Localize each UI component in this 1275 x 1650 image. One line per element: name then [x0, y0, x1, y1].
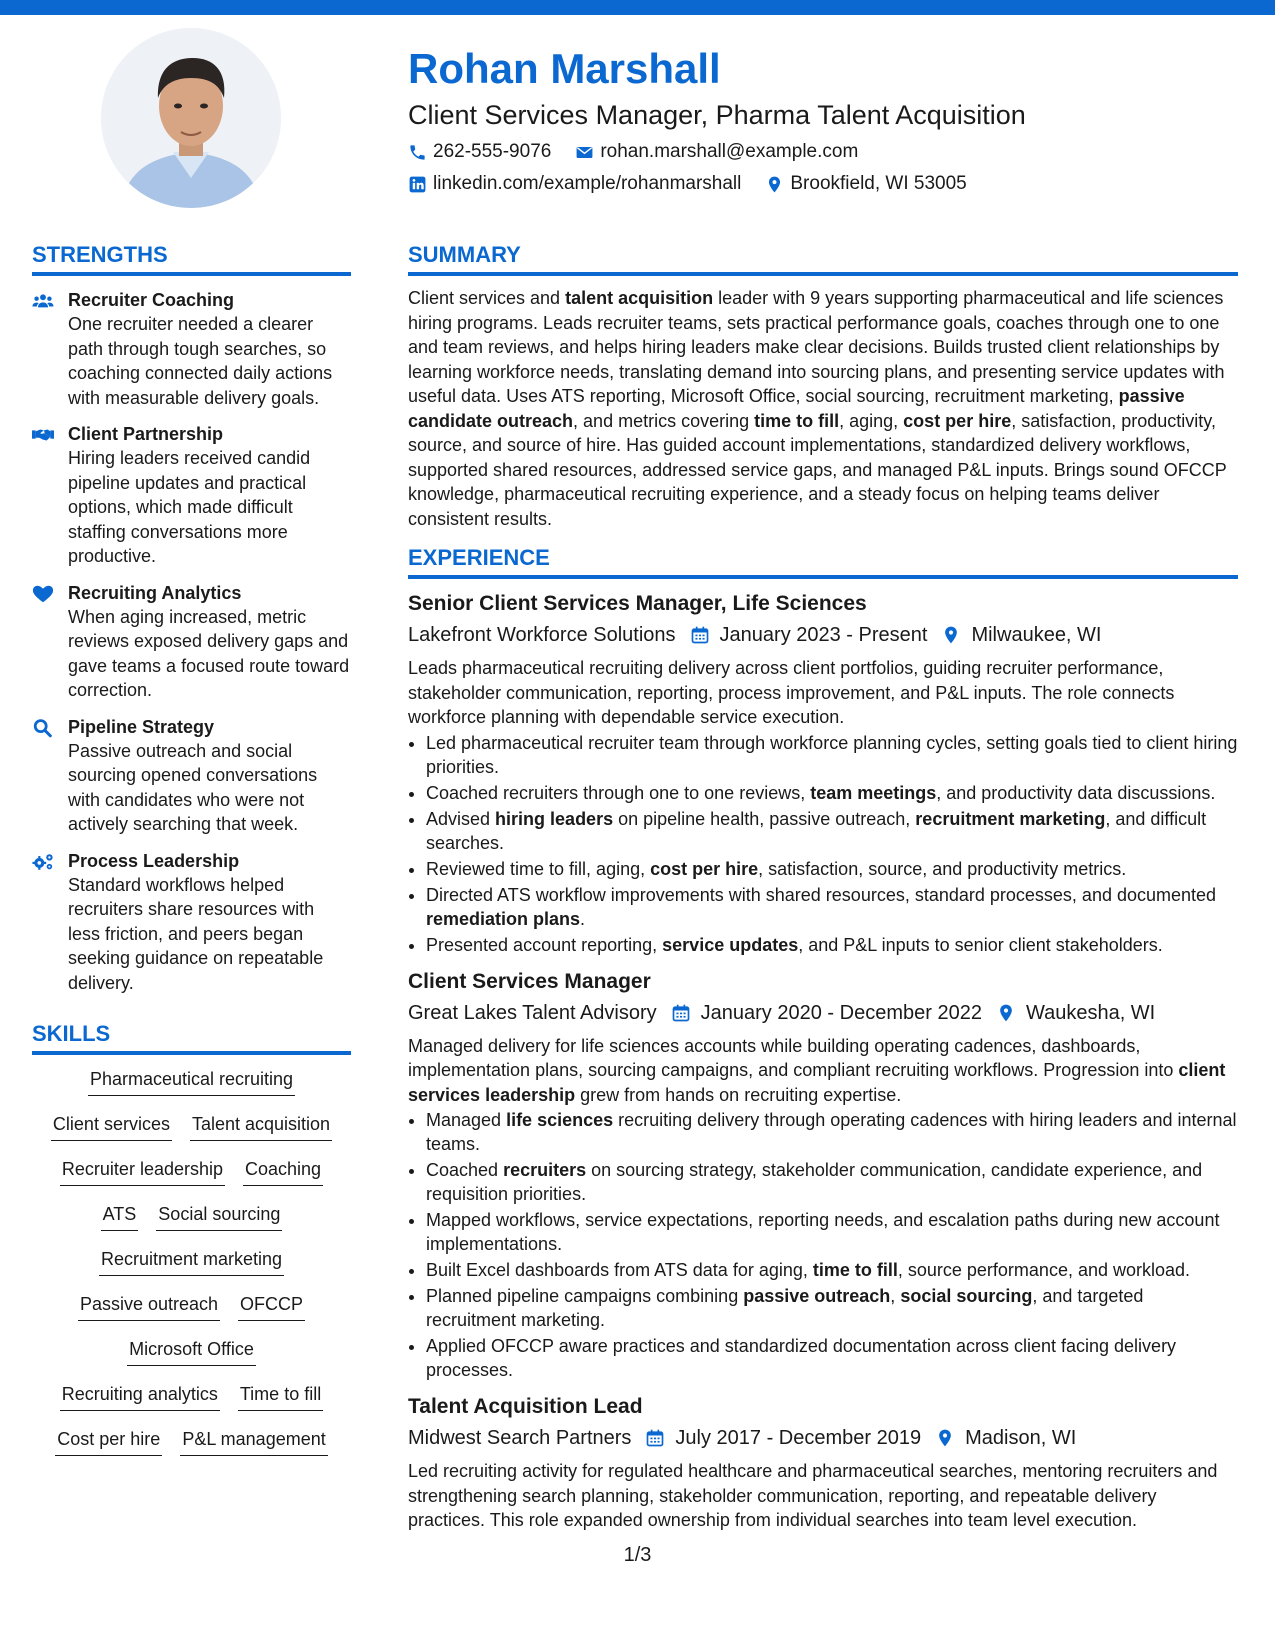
- skill-row: [32, 1427, 351, 1472]
- strength-description: Passive outreach and social sourcing opened conversations with candidates who were not actively searching that week.: [68, 740, 318, 834]
- job-location: Milwaukee, WI: [971, 624, 1102, 646]
- skill-row: [32, 1067, 351, 1112]
- bullet-item: • Reviewed time to fill, aging, cost per hire, satisfaction, source, and productivity metrics.: [426, 857, 1238, 881]
- bullet-item: • Presented account reporting, service updates, and P&L inputs to senior client stakeholders.: [426, 933, 1238, 957]
- contact-row-1: [408, 140, 1238, 164]
- linkedin-url[interactable]: linkedin.com/example/rohanmarshall: [433, 173, 742, 194]
- skill-row: [32, 1157, 351, 1202]
- job-title: Talent Acquisition Lead: [408, 1395, 643, 1418]
- strength-title: Process Leadership: [68, 850, 240, 871]
- strength-item: [32, 849, 351, 996]
- bullet-item: • Applied OFCCP aware practices and standardized documentation across client facing delivery processes.: [426, 1334, 1238, 1382]
- right-column: [408, 242, 1238, 1533]
- skill-row: [32, 1247, 351, 1292]
- skill-tag: Time to fill: [238, 1382, 323, 1411]
- skills-list: [32, 1067, 351, 1472]
- contact-row-2: [408, 172, 1238, 196]
- skill-tag: Client services: [51, 1112, 172, 1141]
- calendar-icon: [676, 625, 720, 645]
- phone-contact: [408, 141, 551, 163]
- location-text: Brookfield, WI 53005: [790, 173, 967, 194]
- skill-tag: Cost per hire: [55, 1427, 162, 1456]
- calendar-icon: [657, 1003, 701, 1023]
- heart-icon: [32, 581, 54, 703]
- strength-description: When aging increased, metric reviews exposed delivery gaps and gave teams a focused route toward correction.: [68, 606, 350, 700]
- skill-tag: Recruiter leadership: [60, 1157, 225, 1186]
- strength-description: One recruiter needed a clearer path through tough searches, so coaching connected daily actions with measurable delivery goals.: [68, 314, 333, 408]
- job-title: Client Services Manager: [408, 969, 651, 993]
- calendar-icon: [631, 1428, 675, 1448]
- job-dates: July 2017 - December 2019: [675, 1427, 922, 1449]
- phone-icon: [408, 143, 427, 162]
- location-pin-icon: [921, 1428, 965, 1448]
- phone-number[interactable]: 262-555-9076: [433, 141, 552, 162]
- users-icon: [32, 288, 54, 410]
- strength-title: Recruiting Analytics: [68, 582, 242, 603]
- skill-tag: Talent acquisition: [190, 1112, 332, 1141]
- handshake-icon: [32, 422, 54, 569]
- job-entry: [408, 1392, 1238, 1533]
- bullet-item: • Built Excel dashboards from ATS data for aging, time to fill, source performance, and workload.: [426, 1258, 1238, 1282]
- strength-item: [32, 715, 351, 837]
- strength-item: [32, 422, 351, 569]
- bullet-item: • Coached recruiters on sourcing strategy, stakeholder communication, candidate experience, and requisition priorities.: [426, 1158, 1238, 1206]
- linkedin-contact: [408, 173, 741, 195]
- job-description: Leads pharmaceutical recruiting delivery across client portfolios, guiding recruiter performance, stakeholder communication, reporting, process improvement, and P&L inputs. The role connects workforce planning with dependable service execution.: [408, 658, 1175, 727]
- strength-description: Hiring leaders received candid pipeline updates and practical options, which made difficult staffing conversations more productive.: [68, 448, 311, 566]
- skill-tag: P&L management: [180, 1427, 327, 1456]
- email-icon: [575, 143, 594, 162]
- gears-icon: [32, 849, 54, 996]
- job-dates: January 2023 - Present: [719, 624, 928, 646]
- profile-photo: [101, 28, 281, 208]
- skill-tag: Coaching: [243, 1157, 323, 1186]
- strength-title: Client Partnership: [68, 424, 224, 444]
- job-entry: [408, 589, 1238, 957]
- skill-tag: OFCCP: [238, 1292, 305, 1321]
- left-column: [32, 242, 351, 1472]
- email-contact: [575, 141, 858, 163]
- job-entry: [408, 967, 1238, 1383]
- job-location: Madison, WI: [965, 1427, 1077, 1449]
- company-name: Great Lakes Talent Advisory: [408, 1001, 657, 1024]
- company-name: Lakefront Workforce Solutions: [408, 624, 676, 646]
- bullet-item: • Led pharmaceutical recruiter team through workforce planning cycles, setting goals tied to client hiring priorities.: [426, 731, 1238, 779]
- location-contact: [765, 173, 966, 195]
- bullet-item: • Coached recruiters through one to one reviews, team meetings, and productivity data discussions.: [426, 781, 1238, 805]
- job-description: Managed delivery for life sciences accounts while building operating cadences, dashboards, implementation plans, sourcing campaigns, and compliant recruiting workflows. Progression into client services leadership grew from hands on recruiting expertise.: [408, 1035, 1226, 1105]
- skill-row: [32, 1337, 351, 1382]
- bullet-item: • Directed ATS workflow improvements with shared resources, standard processes, and documented remediation plans.: [426, 883, 1238, 931]
- skill-tag: ATS: [101, 1202, 139, 1231]
- linkedin-icon: [408, 175, 427, 194]
- skill-tag: Recruitment marketing: [99, 1247, 284, 1276]
- search-icon: [32, 715, 54, 837]
- job-description: Led recruiting activity for regulated healthcare and pharmaceutical searches, mentoring recruiters and strengthening search planning, stakeholder communication, reporting, and repeatable delivery practices. This role expanded ownership from individual searches into team level execution.: [408, 1461, 1218, 1530]
- job-dates: January 2020 - December 2022: [700, 1001, 982, 1024]
- strength-item: [32, 288, 351, 410]
- strength-item: [32, 581, 351, 703]
- skill-tag: Passive outreach: [78, 1292, 220, 1321]
- skill-row: [32, 1112, 351, 1157]
- page-number: 1/3: [623, 1544, 652, 1566]
- skill-row: [32, 1292, 351, 1337]
- bullet-item: • Planned pipeline campaigns combining passive outreach, social sourcing, and targeted recruitment marketing.: [426, 1284, 1238, 1332]
- location-pin-icon: [765, 175, 784, 194]
- summary-text: Client services and talent acquisition leader with 9 years supporting pharmaceutical and life sciences hiring programs. Leads recruiter teams, sets practical performance goals, coaches through one to one and team reviews, and helps hiring leaders make clear decisions. Builds trusted client relationships by learning workforce needs, translating demand into sourcing plans, and presenting service updates with useful data. Uses ATS reporting, Microsoft Office, social sourcing, recruitment marketing, passive candidate outreach, and metrics covering time to fill, aging, cost per hire, satisfaction, productivity, source, and source of hire. Has guided account implementations, standardized delivery workflows, supported shared resources, addressed service gaps, and managed P&L inputs. Brings sound OFCCP knowledge, pharmaceutical recruiting experience, and a steady focus on helping teams deliver consistent results.: [408, 288, 1227, 529]
- job-bullets: [408, 731, 1238, 957]
- job-location: Waukesha, WI: [1025, 1001, 1156, 1024]
- skill-row: [32, 1202, 351, 1247]
- email-address[interactable]: rohan.marshall@example.com: [600, 141, 859, 162]
- experience-heading: EXPERIENCE: [408, 545, 1238, 579]
- bullet-item: • Managed life sciences recruiting delivery through operating cadences with hiring leaders and internal teams.: [426, 1108, 1238, 1156]
- job-bullets: [408, 1108, 1238, 1382]
- resume-header: [408, 40, 1238, 196]
- location-pin-icon: [982, 1003, 1026, 1023]
- skill-row: [32, 1382, 351, 1427]
- summary-heading: SUMMARY: [408, 242, 1238, 276]
- bullet-item: • Mapped workflows, service expectations, reporting needs, and escalation paths during new account implementations.: [426, 1208, 1238, 1256]
- job-meta: [408, 620, 1238, 650]
- skill-tag: Pharmaceutical recruiting: [88, 1067, 295, 1096]
- strength-title: Pipeline Strategy: [68, 716, 215, 737]
- bullet-item: • Advised hiring leaders on pipeline health, passive outreach, recruitment marketing, and difficult searches.: [426, 807, 1238, 855]
- candidate-title: Client Services Manager, Pharma Talent Acquisition: [408, 100, 1026, 130]
- skill-tag: Social sourcing: [156, 1202, 282, 1231]
- candidate-name: Rohan Marshall: [408, 45, 721, 92]
- location-pin-icon: [927, 625, 971, 645]
- skill-tag: Microsoft Office: [127, 1337, 256, 1366]
- strength-title: Recruiter Coaching: [68, 290, 235, 310]
- company-name: Midwest Search Partners: [408, 1427, 632, 1449]
- strengths-heading: STRENGTHS: [32, 242, 351, 276]
- job-meta: [408, 1423, 1238, 1453]
- top-accent-bar: [0, 0, 1275, 15]
- job-meta: [408, 998, 1238, 1028]
- skill-tag: Recruiting analytics: [60, 1382, 220, 1411]
- job-title: Senior Client Services Manager, Life Sciences: [408, 592, 867, 615]
- skills-heading: SKILLS: [32, 1021, 351, 1055]
- strength-description: Standard workflows helped recruiters share resources with less friction, and peers began seeking guidance on repeatable delivery.: [68, 874, 324, 993]
